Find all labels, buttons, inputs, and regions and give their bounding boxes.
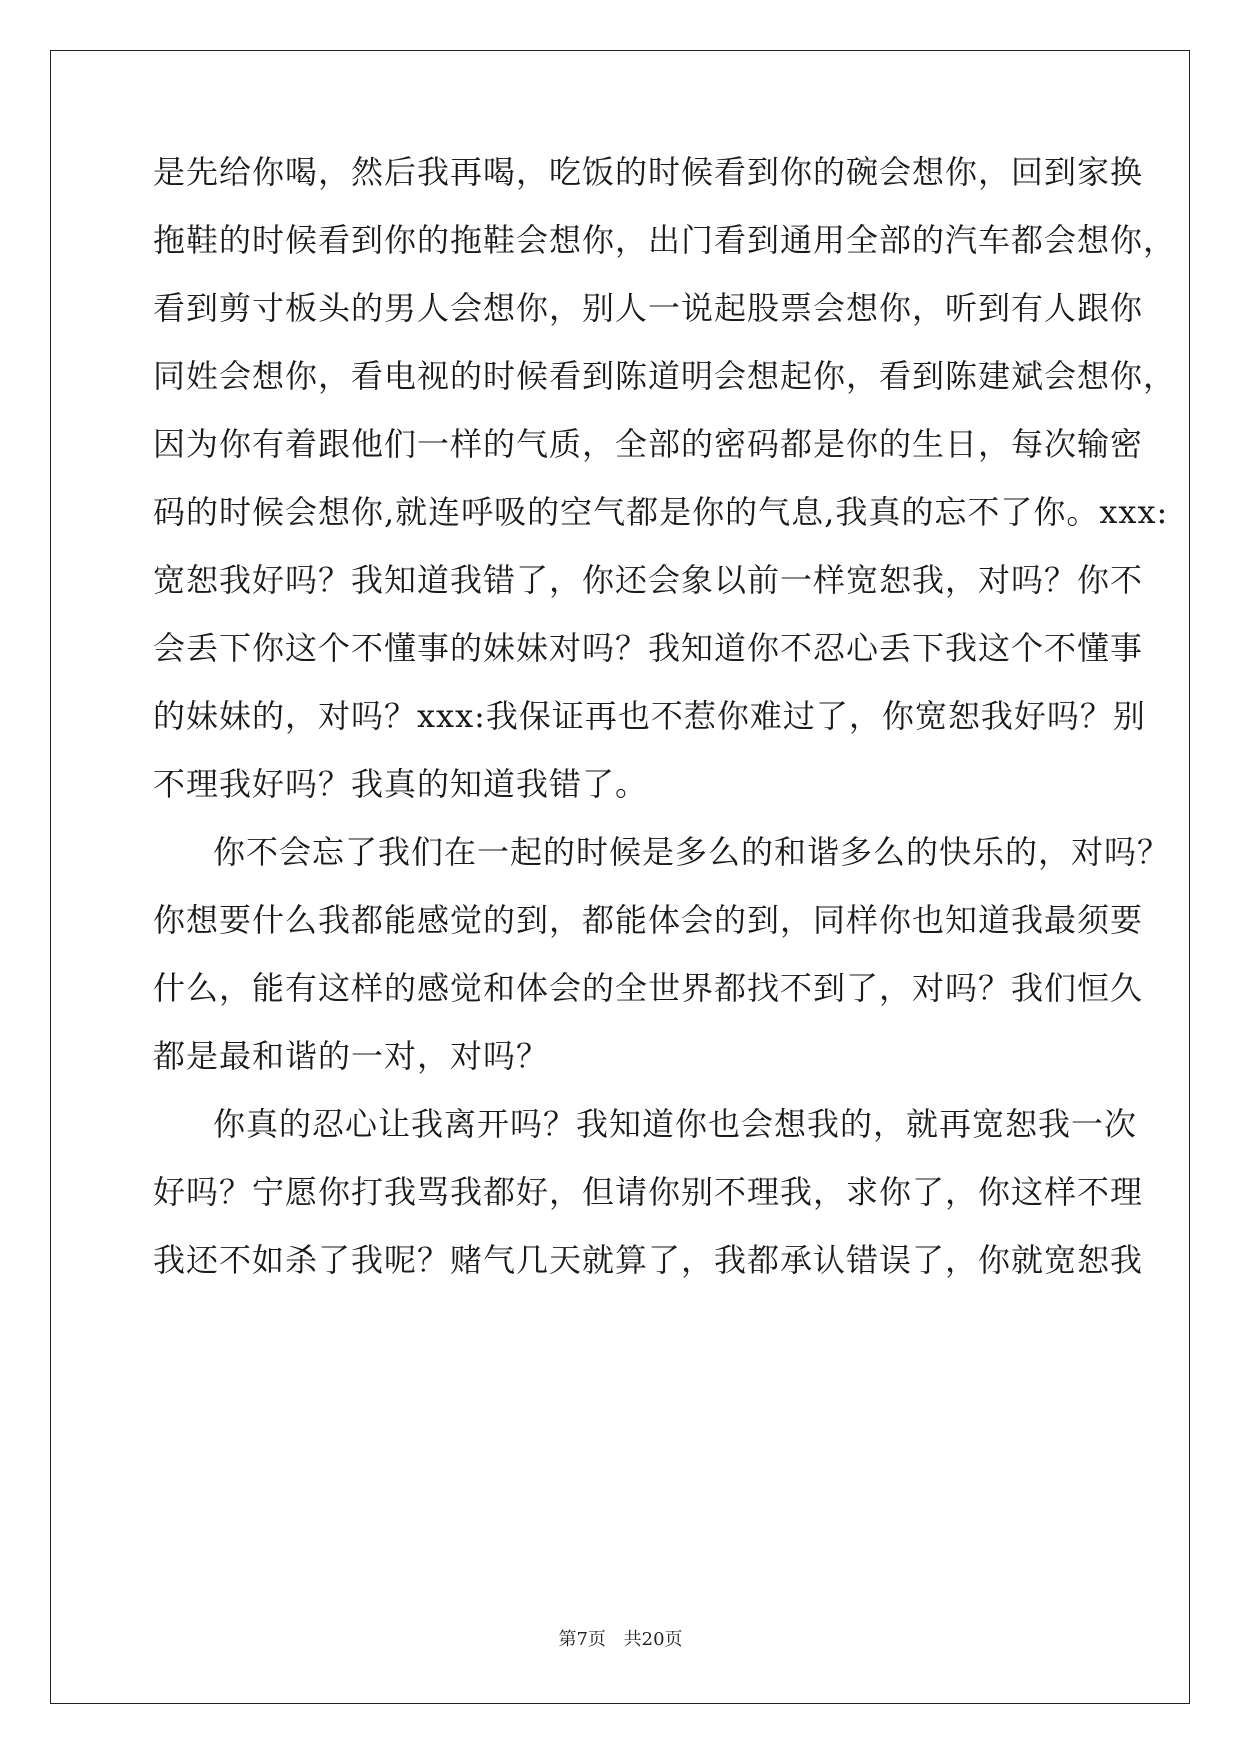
text-line: 拖鞋的时候看到你的拖鞋会想你，出门看到通用全部的汽车都会想你， bbox=[153, 221, 1177, 259]
text-line: 看到剪寸板头的男人会想你，别人一说起股票会想你，听到有人跟你 bbox=[153, 289, 1144, 327]
text-line: 什么，能有这样的感觉和体会的全世界都找不到了，对吗？我们恒久 bbox=[153, 969, 1144, 1007]
text-line: 不理我好吗？我真的知道我错了。 bbox=[153, 765, 649, 803]
text-line: 同姓会想你，看电视的时候看到陈道明会想起你，看到陈建斌会想你， bbox=[153, 357, 1177, 395]
text-line: 的妹妹的，对吗？xxx:我保证再也不惹你难过了，你宽恕我好吗？别 bbox=[153, 697, 1146, 735]
page-footer bbox=[0, 1628, 1241, 1652]
page-number-current: 第7页 bbox=[558, 1629, 606, 1650]
text-line: 码的时候会想你,就连呼吸的空气都是你的气息,我真的忘不了你。xxx: bbox=[153, 493, 1169, 531]
text-line: 因为你有着跟他们一样的气质，全部的密码都是你的生日，每次输密 bbox=[153, 425, 1144, 463]
text-line: 我还不如杀了我呢？赌气几天就算了，我都承认错误了，你就宽恕我 bbox=[153, 1241, 1144, 1279]
text-line: 会丢下你这个不懂事的妹妹对吗？我知道你不忍心丢下我这个不懂事 bbox=[153, 629, 1144, 667]
page-number-total: 共20页 bbox=[623, 1629, 683, 1650]
text-line: 是先给你喝，然后我再喝，吃饭的时候看到你的碗会想你，回到家换 bbox=[153, 153, 1144, 191]
text-line: 你想要什么我都能感觉的到，都能体会的到，同样你也知道我最须要 bbox=[153, 901, 1144, 939]
paragraph-start-line: 你真的忍心让我离开吗？我知道你也会想我的，就再宽恕我一次 bbox=[213, 1105, 1138, 1143]
text-line: 都是最和谐的一对，对吗？ bbox=[153, 1037, 550, 1075]
text-line: 好吗？宁愿你打我骂我都好，但请你别不理我，求你了，你这样不理 bbox=[153, 1173, 1144, 1211]
text-line: 宽恕我好吗？我知道我错了，你还会象以前一样宽恕我，对吗？你不 bbox=[153, 561, 1144, 599]
paragraph-start-line: 你不会忘了我们在一起的时候是多么的和谐多么的快乐的，对吗？ bbox=[213, 833, 1171, 871]
